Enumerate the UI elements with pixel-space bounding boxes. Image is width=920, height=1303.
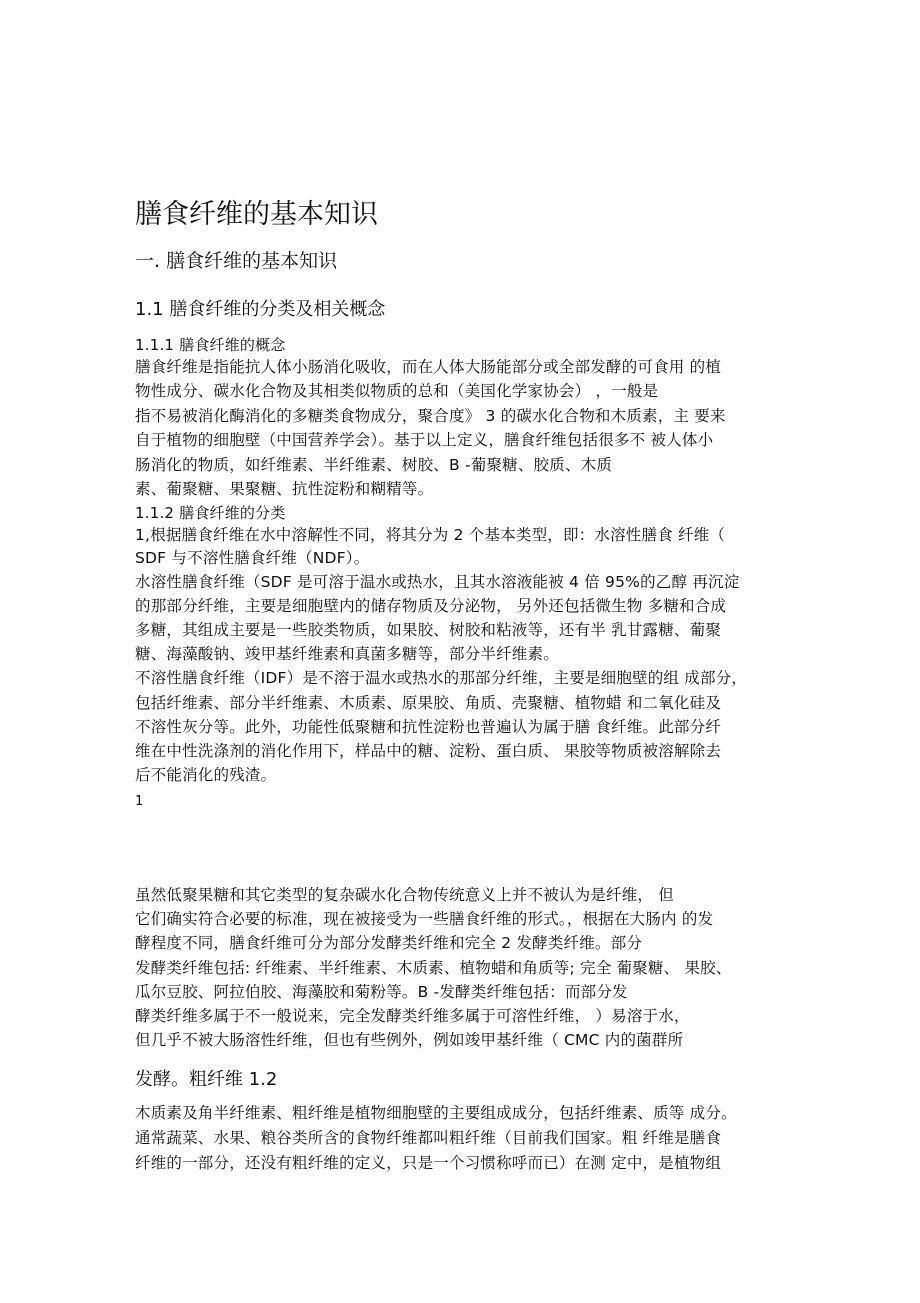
section-heading-1-2: 发酵。粗纤维 1.2 [135, 1069, 278, 1090]
page-number: 1 [135, 794, 144, 809]
paragraph-line: 物性成分、碳水化合物及其相类似物质的总和（美国化学家协会） ，一般是 [135, 382, 659, 400]
subsection-heading: 1.1 膳食纤维的分类及相关概念 [135, 299, 386, 320]
paragraph-line: 发酵类纤维包括: 纤维素、半纤维素、木质素、植物蜡和角质等; 完全 葡聚糖、 果胶、 [135, 959, 732, 977]
subsubsection-heading-1-1-1: 1.1.1 膳食纤维的概念 [135, 336, 286, 354]
paragraph-line: 虽然低聚果糖和其它类型的复杂碳水化合物传统意义上并不被认为是纤维， 但 [135, 886, 674, 904]
paragraph-line: 瓜尔豆胶、阿拉伯胶、海藻胶和菊粉等。B -发酵类纤维包括：而部分发 [135, 983, 628, 1001]
paragraph-line: 包括纤维素、部分半纤维素、木质素、原果胶、角质、壳聚糖、植物蜡 和二氧化硅及 [135, 694, 722, 712]
paragraph-line: 维在中性洗涤剂的消化作用下，样品中的糖、淀粉、蛋白质、 果胶等物质被溶解除去 [135, 742, 722, 760]
section-heading: 一. 膳食纤维的基本知识 [135, 250, 338, 272]
paragraph-line: 1,根据膳食纤维在水中溶解性不同，将其分为 2 个基本类型，即：水溶性膳食 纤维（ [135, 526, 726, 544]
paragraph-line: SDF 与不溶性膳食纤维（NDF）。 [135, 549, 370, 567]
paragraph-line: 的那部分纤维，主要是细胞壁内的储存物质及分泌物， 另外还包括微生物 多糖和合成 [135, 597, 727, 615]
document-title: 膳食纤维的基本知识 [135, 199, 378, 230]
paragraph-line: 纤维的一部分，还没有粗纤维的定义，只是一个习惯称呼而已）在测 定中，是植物组 [135, 1154, 722, 1172]
paragraph-line: 水溶性膳食纤维（SDF 是可溶于温水或热水，且其水溶液能被 4 倍 95%的乙醇 再沉淀 [135, 573, 740, 591]
paragraph-line: 但几乎不被大肠溶性纤维，但也有些例外，例如竣甲基纤维（ CMC 内的菌群所 [135, 1031, 684, 1049]
paragraph-line: 酵程度不同，膳食纤维可分为部分发酵类纤维和完全 2 发酵类纤维。部分 [135, 934, 643, 952]
paragraph-line: 素、葡聚糖、果聚糖、抗性淀粉和糊精等。 [135, 480, 434, 498]
paragraph-line: 通常蔬菜、水果、粮谷类所含的食物纤维都叫粗纤维（目前我们国家。粗 纤维是膳食 [135, 1129, 722, 1147]
paragraph-line: 不溶性膳食纤维（IDF）是不溶于温水或热水的那部分纤维，主要是细胞壁的组 成部分， [135, 669, 748, 687]
paragraph-line: 糖、海藻酸钠、竣甲基纤维素和真菌多糖等，部分半纤维素。 [135, 645, 559, 663]
subsubsection-heading-1-1-2: 1.1.2 膳食纤维的分类 [135, 504, 286, 522]
paragraph-line: 它们确实符合必要的标准，现在被接受为一些膳食纤维的形式。，根据在大肠内 的发 [135, 910, 714, 928]
paragraph-line: 不溶性灰分等。此外，功能性低聚糖和抗性淀粉也普遍认为属于膳 食纤维。此部分纤 [135, 718, 722, 736]
paragraph-line: 多糖，其组成主要是一些胶类物质，如果胶、树胶和粘液等，还有半 乳甘露糖、葡聚 [135, 621, 722, 639]
paragraph-line: 酵类纤维多属于不一般说来，完全发酵类纤维多属于可溶性纤维， ）易溶于水， [135, 1007, 690, 1025]
paragraph-line: 木质素及角半纤维素、粗纤维是植物细胞壁的主要组成成分，包括纤维素、质等 成分。 [135, 1104, 737, 1122]
paragraph-line: 后不能消化的残渣。 [135, 766, 277, 784]
paragraph-line: 指不易被消化酶消化的多糖类食物成分，聚合度》 3 的碳水化合物和木质素，主 要来 [135, 407, 726, 425]
paragraph-line: 自于植物的细胞壁（中国营养学会）。基于以上定义，膳食纤维包括很多不 被人体小 [135, 431, 714, 449]
paragraph-line: 膳食纤维是指能抗人体小肠消化吸收，而在人体大肠能部分或全部发酵的可食用 的植 [135, 358, 722, 376]
paragraph-line: 肠消化的物质，如纤维素、半纤维素、树胶、B -葡聚糖、胶质、木质 [135, 456, 613, 474]
